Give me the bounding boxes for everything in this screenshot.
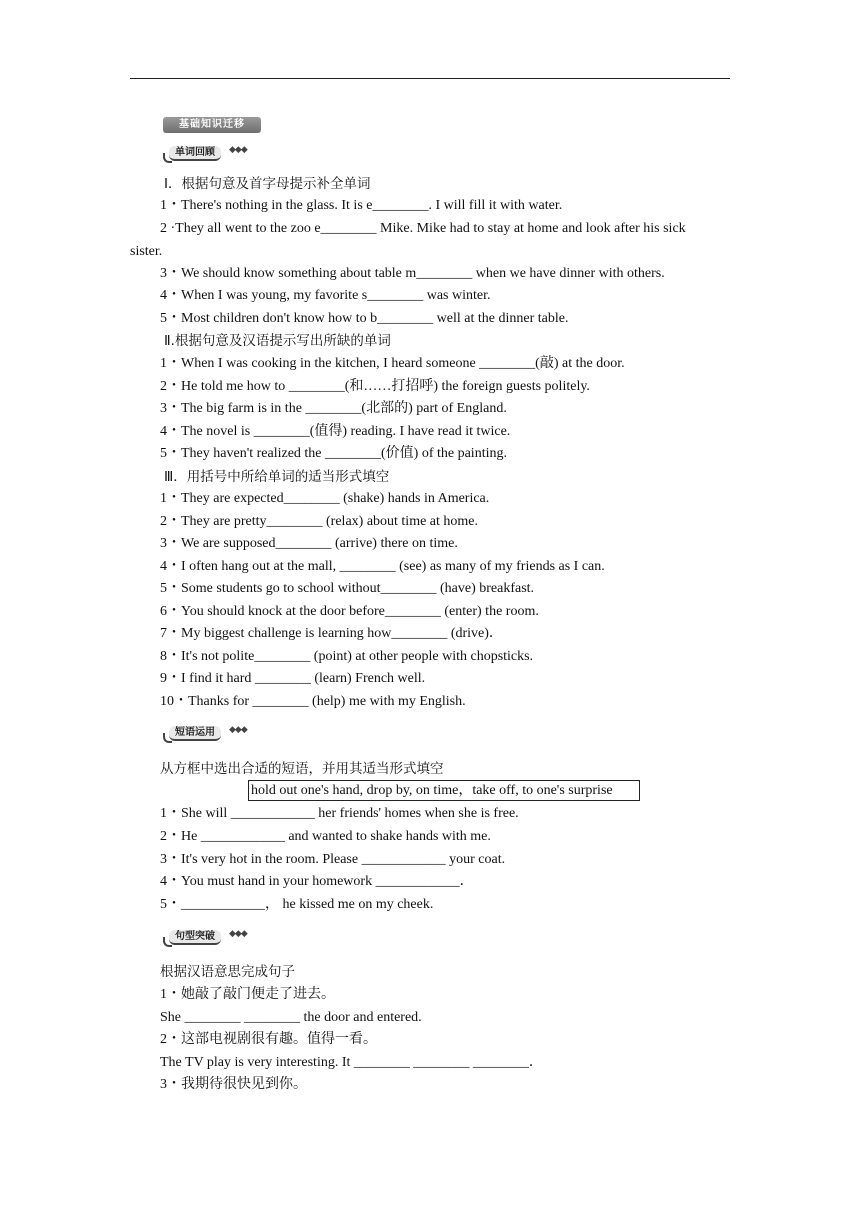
diamond-dots-icon: ◆◆◆ — [229, 145, 247, 155]
exercise-item: 4・The novel is ________(值得) reading. I have read it twice. — [160, 424, 511, 439]
exercise-item: 2・He told me how to ________(和……打招呼) the foreign guests politely. — [160, 379, 590, 394]
exercise-item: 2・They are pretty________ (relax) about time at home. — [160, 514, 479, 529]
tab-label: 短语运用 — [169, 726, 221, 741]
exercise-item: 3・It's very hot in the room. Please ____________ your coat. — [160, 852, 506, 867]
diamond-dots-icon: ◆◆◆ — [229, 725, 247, 735]
exercise-item: 8・It's not polite________ (point) at other people with chopsticks. — [160, 649, 534, 664]
exercise-item: The TV play is very interesting. It ________ ________ ________． — [160, 1055, 543, 1070]
exercise-item: 1・There's nothing in the glass. It is e________. I will fill it with water. — [160, 198, 563, 213]
exercise-item: 4・You must hand in your homework ____________． — [160, 874, 474, 889]
exercise-item: 3・We should know something about table m________ when we have dinner with others. — [160, 266, 665, 281]
exercise-item: She ________ ________ the door and entered. — [160, 1010, 422, 1025]
exercise-item: 9・I find it hard ________ (learn) French well. — [160, 671, 426, 686]
tab-label: 单词回顾 — [169, 146, 221, 161]
section-banner: 基础知识迁移 — [163, 117, 261, 133]
section-heading: 根据汉语意思完成句子 — [160, 964, 295, 980]
exercise-item: 1・When I was cooking in the kitchen, I heard someone ________(敲) at the door. — [160, 356, 625, 371]
exercise-item: 2・这部电视剧很有趣。值得一看。 — [160, 1032, 377, 1047]
exercise-item: 5・Most children don't know how to b________ well at the dinner table. — [160, 311, 569, 326]
tab-label: 句型突破 — [169, 930, 221, 945]
section-heading: Ⅰ．根据句意及首字母提示补全单词 — [164, 176, 371, 192]
exercise-item: 4・I often hang out at the mall, ________ (see) as many of my friends as I can. — [160, 559, 605, 574]
exercise-item: 10・Thanks for ________ (help) me with my English. — [160, 694, 466, 709]
exercise-item: 5・____________， he kissed me on my cheek. — [160, 897, 434, 912]
exercise-item: 1・They are expected________ (shake) hands in America. — [160, 491, 490, 506]
exercise-item: 3・We are supposed________ (arrive) there on time. — [160, 536, 458, 551]
exercise-item: 2・He ____________ and wanted to shake hands with me. — [160, 829, 491, 844]
section-heading: 从方框中选出合适的短语，并用其适当形式填空 — [160, 761, 444, 777]
exercise-item: 5・They haven't realized the ________(价值) of the painting. — [160, 446, 507, 461]
exercise-item: 3・The big farm is in the ________(北部的) part of England. — [160, 401, 507, 416]
exercise-item: 3・我期待很快见到你。 — [160, 1077, 307, 1092]
exercise-item: 1・She will ____________ her friends' homes when she is free. — [160, 806, 519, 821]
exercise-item: sister. — [130, 244, 163, 259]
exercise-item: 2 ·They all went to the zoo e________ Mike. Mike had to stay at home and look after his sick — [160, 221, 686, 236]
exercise-item: 7・My biggest challenge is learning how________ (drive)． — [160, 626, 503, 641]
diamond-dots-icon: ◆◆◆ — [229, 929, 247, 939]
exercise-item: 5・Some students go to school without________ (have) breakfast. — [160, 581, 535, 596]
phrase-box: hold out one's hand, drop by, on time，take off, to one's surprise — [248, 780, 640, 801]
section-heading: Ⅱ.根据句意及汉语提示写出所缺的单词 — [164, 333, 391, 349]
exercise-item: 1・她敲了敲门便走了进去。 — [160, 987, 335, 1002]
header-rule — [130, 78, 730, 79]
section-heading: Ⅲ．用括号中所给单词的适当形式填空 — [164, 469, 390, 485]
exercise-item: 4・When I was young, my favorite s________ was winter. — [160, 288, 491, 303]
exercise-item: 6・You should knock at the door before________ (enter) the room. — [160, 604, 539, 619]
